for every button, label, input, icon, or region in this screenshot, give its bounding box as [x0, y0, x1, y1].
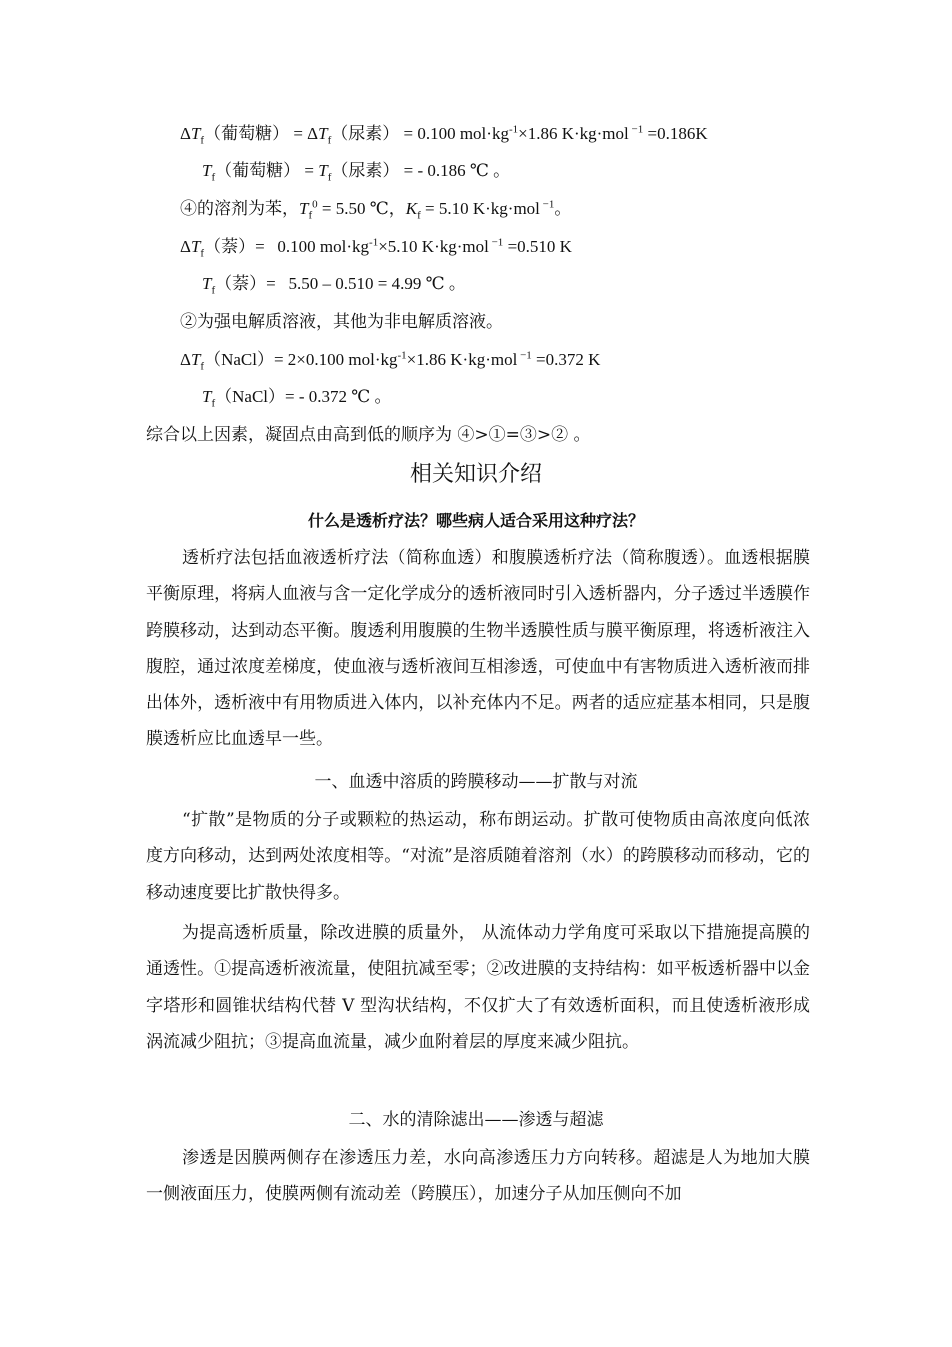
equation-naphthalene-tf: $T_f$（萘）= 5.50 – 0.510 = 4.99 ℃ 。 [202, 274, 466, 297]
paragraph-dialysis-intro: 透析疗法包括血液透析疗法（简称血透）和腹膜透析疗法（简称腹透）。血透根据膜平衡原理，将病人血液与含一定化学成分的透析液同时引入透析器内，分子透过半透膜作跨膜移动，达到动态平衡。腹透利用腹膜的生物半透膜性质与膜平衡原理，将透析液注入腹腔，通过浓度差梯度，使血液与透析液间互相渗透，可使血中有害物质进入透析液而排出体外，透析液中有用物质进入体内，以补充体内不足。两者的适应症基本相同，只是腹膜透析应比血透早一些。 [146, 548, 810, 750]
equation-naphthalene-delta: $\Delta T_f$（萘）= 0.100 $mol\cdot kg^{-1}\times 5.10$ K·kg·mol $^{-1}$ =0.510 K [180, 236, 572, 260]
equation-glucose-urea-delta: $\Delta T_f$（葡萄糖） = $\Delta T_f$（尿素） = 0.100 $mol\cdot kg^{-1}\times 1.86$ K·kg·mol $^{-1}$ =0.186K [180, 123, 708, 147]
heading-diffusion-convection: 一、血透中溶质的跨膜移动——扩散与对流 [314, 772, 638, 792]
freezing-point-order: 综合以上因素，凝固点由高到低的顺序为 ④>①=③>② 。 [146, 425, 591, 445]
equation-nacl-tf: $T_f(NaCl)= - 0.372$ ℃ 。 [202, 387, 392, 410]
paragraph-diffusion: “扩散”是物质的分子或颗粒的热运动，称布朗运动。扩散可使物质由高浓度向低浓度方向移动，达到两处浓度相等。“对流”是溶质随着溶剂（水）的跨膜移动而移动，它的移动速度要比扩散快得多。 [146, 810, 810, 903]
paragraph-improve-quality: 为提高透析质量，除改进膜的质量外， 从流体动力学角度可采取以下措施提高膜的通透性。①提高透析液流量，使阻抗减至零；②改进膜的支持结构：如平板透析器中以金字塔形和圆锥状结构代替 V 型沟状结构，不仅扩大了有效透析面积，而且使透析液形成涡流减少阻抗；③提高血流量，减少血附着层的厚度来减少阻抗。 [146, 923, 810, 1052]
equation-glucose-urea-tf: $T_f$（葡萄糖） = $T_f$（尿素） = - 0.186 ℃ 。 [202, 161, 511, 184]
equation-nacl-delta: $\Delta T_f(NaCl)= 2\times 0.100$ $mol\cdot kg^{-1}\times 1.86$ K·kg·mol $^{-1}$ =0.372 K [180, 349, 601, 373]
solvent-benzene-line: ④的溶剂为苯，$T_f^0 = 5.50$ ℃，$K_f = 5.10$ K·kg·mol $^{-1}$。 [180, 198, 572, 222]
heading-osmosis-ultrafiltration: 二、水的清除滤出——渗透与超滤 [348, 1110, 604, 1130]
paragraph-osmosis: 渗透是因膜两侧存在渗透压力差，水向高渗透压力方向转移。超滤是人为地加大膜一侧液面压力，使膜两侧有流动差（跨膜压），加速分子从加压侧向不加 [146, 1148, 810, 1205]
strong-electrolyte-note: ②为强电解质溶液，其他为非电解质溶液。 [180, 312, 503, 332]
section-title: 相关知识介绍 [409, 462, 542, 487]
question-heading: 什么是透析疗法？哪些病人适合采用这种疗法？ [307, 511, 644, 530]
